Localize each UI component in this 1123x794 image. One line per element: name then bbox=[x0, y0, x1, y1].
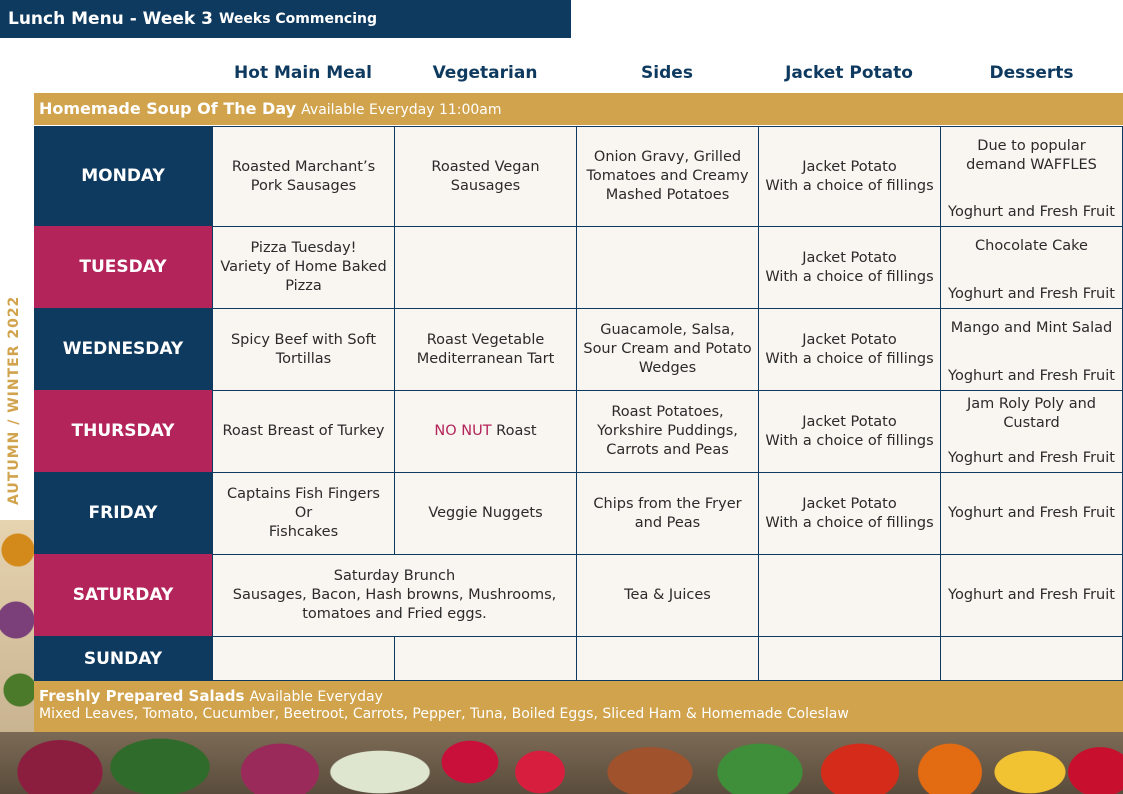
sunday-sides bbox=[576, 636, 759, 681]
menu-line: Chocolate Cake bbox=[975, 238, 1088, 254]
sunday-desserts bbox=[940, 636, 1123, 681]
menu-line: Onion Gravy, Grilled bbox=[593, 149, 742, 165]
menu-line: With a choice of fillings bbox=[765, 177, 934, 194]
menu-title: Lunch Menu - Week 3 bbox=[8, 9, 213, 29]
menu-line: Sour Cream and Potato bbox=[583, 341, 752, 357]
menu-line: Veggie Nuggets bbox=[428, 505, 543, 521]
salad-availability: Available Everyday bbox=[249, 689, 383, 705]
menu-line: Jam Roly Poly and bbox=[966, 396, 1096, 412]
menu-line: Or bbox=[294, 505, 313, 521]
menu-line: With a choice of fillings bbox=[765, 268, 934, 285]
monday-hot-main-meal bbox=[212, 126, 395, 227]
salad-banner bbox=[34, 681, 1123, 732]
day-sunday: SUNDAY bbox=[34, 636, 212, 681]
menu-line: tomatoes and Fried eggs. bbox=[302, 606, 487, 622]
menu-line-rest: Roast bbox=[491, 423, 537, 439]
menu-line: Saturday Brunch bbox=[333, 568, 456, 584]
tuesday-desserts bbox=[940, 226, 1123, 309]
no-nut-highlight: NO NUT bbox=[434, 423, 492, 439]
menu-line: Wedges bbox=[638, 360, 697, 376]
menu-line: Due to popular bbox=[977, 138, 1086, 154]
wednesday-desserts bbox=[940, 308, 1123, 391]
column-header-hot-main-meal: Hot Main Meal bbox=[234, 63, 372, 83]
day-tuesday: TUESDAY bbox=[34, 226, 212, 308]
menu-line: With a choice of fillings bbox=[765, 350, 934, 367]
menu-line: Yoghurt and Fresh Fruit bbox=[948, 368, 1115, 384]
menu-line: Tomatoes and Creamy bbox=[586, 168, 749, 184]
soup-availability: Available Everyday 11:00am bbox=[301, 102, 502, 118]
soup-banner bbox=[34, 93, 1123, 125]
menu-line: Roast Breast of Turkey bbox=[222, 423, 385, 439]
thursday-hot-main-meal bbox=[212, 390, 395, 473]
thursday-sides bbox=[576, 390, 759, 473]
menu-line: Roast Vegetable bbox=[426, 331, 545, 348]
menu-line: Yoghurt and Fresh Fruit bbox=[948, 286, 1115, 302]
monday-jacket-potato bbox=[758, 126, 941, 227]
saturday-brunch bbox=[212, 554, 577, 637]
wednesday-sides bbox=[576, 308, 759, 391]
menu-line: Jacket Potato bbox=[802, 158, 897, 175]
vegetable-photo-left bbox=[0, 520, 34, 732]
menu-subtitle: Weeks Commencing bbox=[218, 11, 378, 27]
day-friday: FRIDAY bbox=[34, 472, 212, 554]
season-label: AUTUMN / WINTER 2022 bbox=[6, 295, 22, 505]
soup-title: Homemade Soup Of The Day bbox=[39, 99, 297, 118]
title-bar bbox=[0, 0, 571, 38]
wednesday-vegetarian bbox=[394, 308, 577, 391]
friday-sides bbox=[576, 472, 759, 555]
friday-jacket-potato bbox=[758, 472, 941, 555]
dessert-main bbox=[966, 137, 1097, 175]
friday-hot-main-meal bbox=[212, 472, 395, 555]
menu-line: Yoghurt and Fresh Fruit bbox=[948, 204, 1115, 220]
saturday-desserts bbox=[940, 554, 1123, 637]
menu-line: Jacket Potato bbox=[802, 249, 897, 266]
menu-line: Jacket Potato bbox=[802, 495, 897, 512]
menu-line: and Peas bbox=[634, 514, 701, 531]
wednesday-jacket-potato bbox=[758, 308, 941, 391]
menu-line: With a choice of fillings bbox=[765, 432, 934, 449]
tuesday-vegetarian bbox=[394, 226, 577, 309]
menu-line bbox=[434, 422, 536, 441]
sunday-hot-main-meal bbox=[212, 636, 395, 681]
menu-line: Roast Potatoes, bbox=[611, 404, 724, 420]
menu-line: Captains Fish Fingers bbox=[227, 486, 380, 502]
salad-items: Mixed Leaves, Tomato, Cucumber, Beetroot, Carrots, Pepper, Tuna, Boiled Eggs, Sliced Ham & Homemade Coleslaw bbox=[39, 706, 849, 722]
saturday-sides bbox=[576, 554, 759, 637]
menu-line: Jacket Potato bbox=[802, 331, 897, 348]
menu-line: Sausages bbox=[450, 177, 521, 194]
menu-line: Custard bbox=[1003, 415, 1060, 431]
menu-line: Fishcakes bbox=[268, 524, 339, 540]
menu-line: Pizza Tuesday! bbox=[250, 240, 357, 256]
salad-title: Freshly Prepared Salads bbox=[39, 687, 245, 705]
wednesday-hot-main-meal bbox=[212, 308, 395, 391]
friday-vegetarian bbox=[394, 472, 577, 555]
menu-line: Sausages, Bacon, Hash browns, Mushrooms, bbox=[232, 587, 557, 603]
menu-line: Carrots and Peas bbox=[606, 442, 729, 458]
menu-line: Chips from the Fryer bbox=[593, 495, 742, 512]
column-header-sides: Sides bbox=[641, 63, 693, 83]
vegetable-photo-bottom bbox=[0, 732, 1123, 794]
menu-line: Variety of Home Baked bbox=[220, 259, 387, 275]
menu-line: Yoghurt and Fresh Fruit bbox=[948, 505, 1115, 521]
menu-line: Yoghurt and Fresh Fruit bbox=[948, 587, 1115, 603]
menu-line: Roasted Marchant’s bbox=[231, 158, 376, 175]
menu-line: Yorkshire Puddings, bbox=[597, 423, 738, 439]
monday-vegetarian bbox=[394, 126, 577, 227]
day-saturday: SATURDAY bbox=[34, 554, 212, 636]
menu-line: Pork Sausages bbox=[250, 177, 357, 194]
monday-sides bbox=[576, 126, 759, 227]
thursday-vegetarian bbox=[394, 390, 577, 473]
menu-line: Tea & Juices bbox=[624, 587, 711, 603]
sunday-jacket-potato bbox=[758, 636, 941, 681]
thursday-jacket-potato bbox=[758, 390, 941, 473]
menu-line: Jacket Potato bbox=[802, 413, 897, 430]
menu-line: With a choice of fillings bbox=[765, 514, 934, 531]
monday-desserts bbox=[940, 126, 1123, 227]
thursday-desserts bbox=[940, 390, 1123, 473]
column-header-jacket-potato: Jacket Potato bbox=[785, 63, 913, 83]
day-wednesday: WEDNESDAY bbox=[34, 308, 212, 390]
column-header-desserts: Desserts bbox=[989, 63, 1074, 83]
menu-line: Guacamole, Salsa, bbox=[600, 322, 735, 338]
tuesday-hot-main-meal bbox=[212, 226, 395, 309]
menu-line: Spicy Beef with Soft bbox=[230, 331, 377, 348]
tuesday-jacket-potato bbox=[758, 226, 941, 309]
menu-line: Yoghurt and Fresh Fruit bbox=[948, 450, 1115, 466]
friday-desserts bbox=[940, 472, 1123, 555]
menu-line: Pizza bbox=[285, 278, 322, 294]
saturday-jacket-potato bbox=[758, 554, 941, 637]
dessert-main bbox=[967, 395, 1096, 433]
day-thursday: THURSDAY bbox=[34, 390, 212, 472]
menu-line: Tortillas bbox=[275, 350, 332, 367]
menu-line: demand WAFFLES bbox=[966, 157, 1097, 173]
salad-heading bbox=[39, 686, 1123, 705]
column-header-vegetarian: Vegetarian bbox=[432, 63, 538, 83]
menu-line: Mashed Potatoes bbox=[605, 187, 730, 203]
menu-line: Mango and Mint Salad bbox=[950, 320, 1113, 336]
day-monday: MONDAY bbox=[34, 126, 212, 226]
tuesday-sides bbox=[576, 226, 759, 309]
menu-line: Roasted Vegan bbox=[431, 158, 540, 175]
menu-line: Mediterranean Tart bbox=[416, 350, 555, 367]
sunday-vegetarian bbox=[394, 636, 577, 681]
